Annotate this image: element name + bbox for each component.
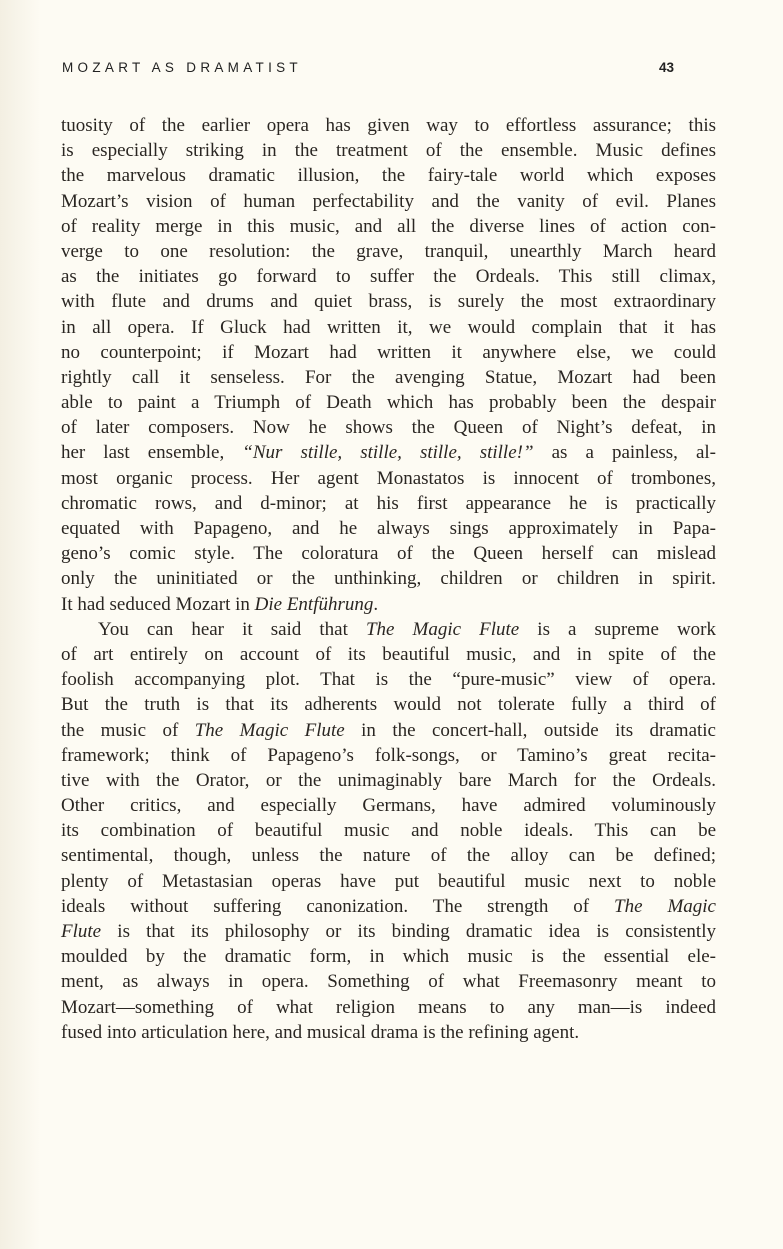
text-span: of later composers. Now he shows the Queen of Night’s defeat, in <box>61 417 716 439</box>
text-span: the music of <box>61 719 195 741</box>
italic-text: The Magic <box>614 895 716 917</box>
text-line <box>61 415 716 440</box>
text-span: as a painless, al- <box>533 442 716 464</box>
text-line <box>61 919 716 944</box>
text-span: fused into articulation here, and musical drama is the refining agent. <box>61 1021 580 1043</box>
body-text <box>61 113 716 1045</box>
text-span: is that its philosophy or its binding dramatic idea is consistently <box>101 921 716 942</box>
italic-text: Flute <box>61 921 102 942</box>
text-line <box>61 163 716 188</box>
text-span: no counterpoint; if Mozart had written it anywhere else, we could <box>61 341 716 363</box>
italic-text: “Nur stille, stille, stille, stille!” <box>242 442 534 464</box>
text-line <box>61 516 716 541</box>
text-line <box>61 566 716 591</box>
text-line <box>61 692 716 717</box>
text-span: ideals without suffering canonization. The strength of <box>61 895 615 917</box>
text-span: of art entirely on account of its beautiful music, and in spite of the <box>61 643 716 665</box>
text-span: Mozart—something of what religion means to any man—is indeed <box>61 996 716 1018</box>
italic-text: The Magic Flute <box>194 719 345 741</box>
text-span: of reality merge in this music, and all the diverse lines of action con- <box>61 215 716 237</box>
text-span: most organic process. Her agent Monastatos is innocent of trombones, <box>61 467 716 489</box>
text-line <box>61 869 716 894</box>
text-span: But the truth is that its adherents would not tolerate fully a third of <box>61 694 716 716</box>
text-line <box>61 995 716 1020</box>
text-span: ment, as always in opera. Something of what Freemasonry meant to <box>61 971 716 993</box>
text-line <box>61 743 716 768</box>
text-line <box>61 440 716 465</box>
text-line <box>61 466 716 491</box>
text-line <box>61 818 716 843</box>
text-span: in all opera. If Gluck had written it, we would complain that it has <box>61 316 716 338</box>
text-span: sentimental, though, unless the nature of the alloy can be defined; <box>61 845 716 867</box>
text-span: is a supreme work <box>519 618 716 640</box>
running-title: MOZART AS DRAMATIST <box>62 60 302 75</box>
text-line <box>61 340 716 365</box>
text-line <box>61 365 716 390</box>
text-span: framework; think of Papageno’s folk-songs, or Tamino’s great recita- <box>61 744 716 766</box>
text-line <box>61 969 716 994</box>
text-span: foolish accompanying plot. That is the “pure-music” view of opera. <box>61 669 716 691</box>
text-span: as the initiates go forward to suffer the Ordeals. This still climax, <box>61 266 716 288</box>
text-line <box>61 793 716 818</box>
text-span: moulded by the dramatic form, in which music is the essential ele- <box>61 946 716 968</box>
text-span: verge to one resolution: the grave, tranquil, unearthly March heard <box>61 240 716 262</box>
text-line <box>61 113 716 138</box>
text-span: only the uninitiated or the unthinking, children or children in spirit. <box>61 568 716 590</box>
text-span: rightly call it senseless. For the avenging Statue, Mozart had been <box>61 366 716 388</box>
text-line <box>61 667 716 692</box>
text-line <box>61 843 716 868</box>
text-line <box>61 642 716 667</box>
text-line <box>61 289 716 314</box>
text-line <box>61 214 716 239</box>
text-line <box>61 894 716 919</box>
text-span: able to paint a Triumph of Death which has probably been the despair <box>61 392 716 414</box>
text-span: . <box>373 593 379 615</box>
text-span: You can hear it said that <box>98 618 366 640</box>
text-line <box>61 138 716 163</box>
page-edge-shadow <box>0 0 40 1249</box>
text-span: It had seduced Mozart in <box>61 593 255 615</box>
text-span: geno’s comic style. The coloratura of the Queen herself can mislead <box>61 543 716 565</box>
text-span: is especially striking in the treatment of the ensemble. Music defines <box>61 140 716 162</box>
page-number: 43 <box>658 60 674 75</box>
italic-text: Die Entführung <box>254 593 374 615</box>
text-line <box>61 491 716 516</box>
text-line <box>61 390 716 415</box>
running-header <box>62 60 674 84</box>
text-line <box>61 1020 716 1045</box>
text-line <box>61 944 716 969</box>
text-span: in the concert-hall, outside its dramatic <box>344 719 716 741</box>
text-line <box>61 315 716 340</box>
italic-text: The Magic Flute <box>365 618 520 640</box>
text-line <box>61 592 716 617</box>
text-line <box>61 264 716 289</box>
text-line <box>61 718 716 743</box>
text-span: equated with Papageno, and he always sings approximately in Papa- <box>61 518 716 539</box>
text-line <box>61 189 716 214</box>
text-line <box>61 239 716 264</box>
text-line <box>61 768 716 793</box>
text-span: its combination of beautiful music and noble ideals. This can be <box>61 820 716 842</box>
text-line <box>61 541 716 566</box>
text-span: tuosity of the earlier opera has given way to effortless assurance; this <box>61 115 716 136</box>
text-span: plenty of Metastasian operas have put beautiful music next to noble <box>61 870 716 892</box>
text-span: Mozart’s vision of human perfectability and the vanity of evil. Planes <box>61 190 716 212</box>
text-span: the marvelous dramatic illusion, the fairy-tale world which exposes <box>61 165 716 187</box>
text-line <box>61 617 716 642</box>
text-span: Other critics, and especially Germans, have admired voluminously <box>61 795 716 817</box>
text-span: chromatic rows, and d-minor; at his first appearance he is practically <box>61 492 716 514</box>
text-span: with flute and drums and quiet brass, is surely the most extraordinary <box>61 291 716 313</box>
text-span: tive with the Orator, or the unimaginably bare March for the Ordeals. <box>61 769 716 791</box>
text-span: her last ensemble, <box>61 442 243 464</box>
